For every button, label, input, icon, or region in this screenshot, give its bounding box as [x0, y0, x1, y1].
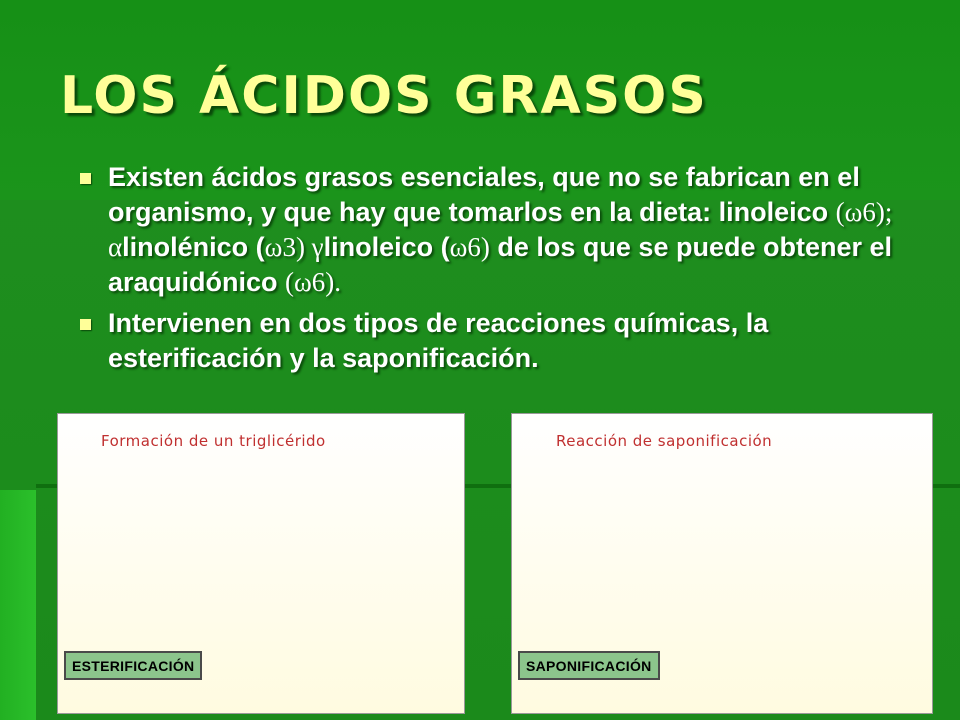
- omega-notation: (ω6); α: [108, 197, 893, 262]
- panel-label: SAPONIFICACIÓN: [518, 651, 660, 680]
- panel-label: ESTERIFICACIÓN: [64, 651, 202, 680]
- omega-notation: (ω6).: [285, 267, 342, 297]
- bullet-list: [76, 160, 906, 382]
- bullet-item-reactions: [76, 306, 906, 376]
- bullet-text-part: de los que se puede obtener el araquidónico: [108, 232, 893, 297]
- panel-caption: Reacción de saponificación: [556, 432, 773, 450]
- panel-caption: Formación de un triglicérido: [101, 432, 326, 450]
- bullet-text: Intervienen en dos tipos de reacciones químicas, la esterificación y la saponificación.: [108, 308, 769, 373]
- bullet-item-essential-fatty-acids: [76, 160, 906, 300]
- bullet-text-part: linolénico (: [122, 232, 265, 262]
- omega-notation: ω6): [449, 232, 490, 262]
- slide-title: LOS ÁCIDOS GRASOS: [60, 66, 708, 126]
- background-left-strip: [0, 490, 36, 720]
- saponification-panel: [511, 413, 933, 714]
- square-bullet-icon: [80, 319, 91, 330]
- square-bullet-icon: [80, 173, 91, 184]
- esterification-panel: [57, 413, 465, 714]
- omega-notation: ω3) γ: [264, 232, 324, 262]
- bullet-text-part: linoleico (: [323, 232, 450, 262]
- bullet-text-part: Existen ácidos grasos esenciales, que no se fabrican en el organismo, y que hay que tomarlos en la dieta: linoleico: [108, 162, 860, 227]
